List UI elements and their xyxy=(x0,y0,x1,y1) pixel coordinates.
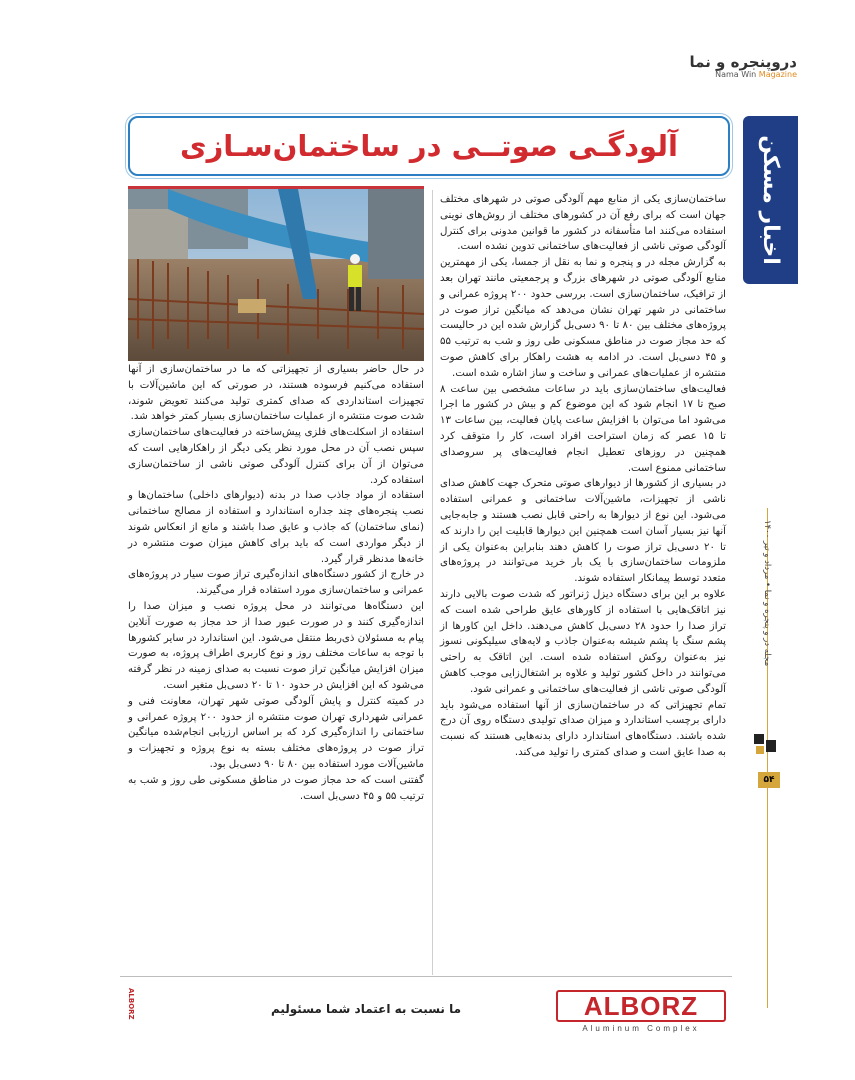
logo-english-text: Nama Win Magazine xyxy=(715,70,797,79)
article-title-box xyxy=(128,116,730,176)
column-divider xyxy=(432,190,433,975)
construction-site-photo xyxy=(128,186,424,361)
side-brand-text: ALBORZ xyxy=(127,988,135,1020)
paragraph: در بسیاری از کشورها از دیوارهای صوتی متحرک جهت کاهش صدای ناشی از تجهیزات، ماشین‌آلات ساختمانی و عمرانی استفاده می‌شود. این نوع از دیوارها به راحتی قابل نصب هستند و جابه‌جایی آنها نیز بسیار آسان است همچنین این دیوارها قابلیت این را دارند که تا ۲۰ دسی‌بل تراز صوت را کاهش دهند بنابراین به‌عنوان یکی از ملزومات ساختمان‌سازی با یک بار خرید می‌توانند در پروژه‌های متعدد توسط پیمانکار استفاده شوند. xyxy=(440,478,726,585)
alborz-logo-subtitle: Aluminum Complex xyxy=(582,1024,700,1033)
paragraph: تمام تجهیزاتی که در ساختمان‌سازی از آنها استفاده می‌شود باید دارای برچسب استاندارد و میزان صدای تولیدی دستگاه روی آن درج شده باشند. دستگاه‌های استاندارد دارای بدنه‌هایی هستند که نسبت به صدا عایق است و صدای کمتری را تولید می‌کند. xyxy=(440,699,726,758)
paragraph: در کمیته کنترل و پایش آلودگی صوتی شهر تهران، معاونت فنی و عمرانی شهرداری تهران صوت منتشره از حدود ۲۰۰ پروژه عمرانی و ساختمانی را اندازه‌گیری کرد که بر اساس ارزیابی انجام‌شده میانگین تراز صوت در پروژه‌های مختلف بسته به نوع پروژه و تجهیزات و ماشین‌آلات مورد استفاده بین ۸۰ تا ۹۰ دسی‌بل بود. xyxy=(128,695,425,770)
article-right-column xyxy=(440,192,726,761)
alborz-logo-text: ALBORZ xyxy=(583,991,699,1021)
paragraph: این دستگاه‌ها می‌توانند در محل پروژه نصب و میزان صدا را اندازه‌گیری کنند و در صورت عبور صدا از حد مجاز به صورت آنلاین پیام به مسئولان ذی‌ربط منتقل می‌شود. این استاندارد در سایر کشورها با توجه به ساعات مختلف روز و نوع کاربری اطراف پروژه، به صورت میزان افزایش میانگین تراز صوت نسبت به صدای زمینه در نظر گرفته می‌شود که این افزایش در حدود ۱۰ تا ۲۰ دسی‌بل متغیر است. xyxy=(128,600,424,691)
article-title: آلودگـی صوتــی در ساختمان‌سـازی xyxy=(180,129,678,163)
issue-info xyxy=(754,520,774,710)
section-tab-label: اخبار مسکن xyxy=(758,135,783,265)
page-number: ۵۴ xyxy=(758,772,780,788)
paragraph: به گزارش مجله در و پنجره و نما به نقل از جمسا، یکی از مهمترین منابع آلودگی صوتی در شهرهای بزرگ و پرجمعیتی مانند تهران بعد از ترافیک، ساختمان‌سازی است. بررسی حدود ۲۰۰ پروژه عمرانی و ساختمانی در شهر تهران نشان می‌دهد که میانگین تراز صوت در پروژه‌های مختلف بین ۸۰ تا ۹۰ دسی‌بل گزارش شده این در حالیست که حد مجاز صوت در مناطق مسکونی طی روز و شب به ترتیب ۵۵ و ۴۵ دسی‌بل است. در ادامه به هشت راهکار برای کاهش صوت منتشره از عملیات‌های عمرانی و ساخت و ساز اشاره شده است. xyxy=(440,257,727,379)
issue-text: مجله در و پنجره و نما • مرداد و تیر ۱۴۰۰ xyxy=(762,520,772,667)
paragraph: گفتنی است که حد مجاز صوت در مناطق مسکونی طی روز و شب به ترتیب ۵۵ و ۴۵ دسی‌بل است. xyxy=(128,774,424,802)
paragraph: در خارج از کشور دستگاه‌های اندازه‌گیری تراز صوت سیار در پروژه‌های عمرانی و ساختمان‌سازی مورد استفاده قرار می‌گیرند. xyxy=(128,569,424,597)
paragraph: استفاده از اسکلت‌های فلزی پیش‌ساخته در فعالیت‌های ساختمان‌سازی سپس نصب آن در محل مورد نظر یکی دیگر از راهکارهایی است که می‌توان از آن برای کنترل آلودگی صوتی ناشی از ساختمان‌سازی استفاده کرد. xyxy=(128,427,424,486)
paragraph: علاوه بر این برای دستگاه دیزل ژنراتور که شدت صوت بالایی دارند نیز اتاقک‌هایی با استفاده از کاورهای عایق طراحی شده است که تراز صدا را حدود ۲۸ دسی‌بل کاهش می‌دهند. داخل این کاورها از پشم سنگ یا پشم شیشه به‌عنوان جاذب و لایه‌های سیلیکونی نسوز نیز به‌عنوان روکش استفاده شده است. این اتاقک به راحتی می‌توانند در داخل کشور تولید و علاوه بر اشتغال‌زایی موجب کاهش آلودگی صوتی ناشی از فعالیت‌های ساختمانی و عمرانی شود. xyxy=(440,588,727,695)
paragraph: استفاده از مواد جاذب صدا در بدنه (دیوارهای داخلی) ساختمان‌ها و نصب پنجره‌های چند جداره استاندارد و استفاده از مصالح ساختمانی (نمای ساختمان) که جاذب و عایق صدا باشند و مانع از انعکاس شوند از دیگر مواردی است که باید برای کاهش میزان صوت منتشره در خانه‌ها مدنظر قرار گیرد. xyxy=(128,490,424,565)
article-left-column xyxy=(128,362,424,804)
side-brand xyxy=(123,988,137,1036)
paragraph: در حال حاضر بسیاری از تجهیزاتی که ما در ساختمان‌سازی از آنها استفاده می‌کنیم فرسوده هستند، در صورتی که این ماشین‌آلات با تجهیزات استانداردی که صدای کمتری تولید می‌کنند تعویض شوند، شدت صوت منتشره از عملیات ساختمان‌سازی بسیار کمتر خواهد شد. xyxy=(128,364,424,423)
construction-photo-illustration xyxy=(128,189,424,361)
magazine-logo xyxy=(687,54,797,82)
section-tab xyxy=(743,116,798,284)
paragraph: ساختمان‌سازی یکی از منابع مهم آلودگی صوتی در شهرهای مختلف جهان است که برای رفع آن در کشورهای مختلف از روش‌های نوینی استفاده می‌کنند اما متأسفانه در کشور ما قوانین مدونی برای کنترل آلودگی صوتی ناشی از فعالیت‌های ساختمانی تدوین نشده است. xyxy=(440,194,726,253)
logo-persian-text: دروپنجره و نما xyxy=(689,53,797,71)
magazine-mark-icon xyxy=(750,730,780,760)
footer-slogan: ما نسبت به اعتماد شما مسئولیم xyxy=(270,1002,462,1016)
paragraph: فعالیت‌های ساختمان‌سازی باید در ساعات مشخصی بین ساعت ۸ صبح تا ۱۷ انجام شود که این موضوع کم و بیش در کشور ما اجرا می‌شود اما می‌توان با افزایش ساعت پایان فعالیت، بین ساعات ۱۳ تا ۱۵ عصر که زمان استراحت افراد است، کار را متوقف کرد همچنین در روزهای تعطیل انجام فعالیت‌های پر سروصدای ساختمانی ممنوع است. xyxy=(440,383,726,474)
footer-divider xyxy=(120,976,732,977)
alborz-logo xyxy=(556,990,736,1040)
